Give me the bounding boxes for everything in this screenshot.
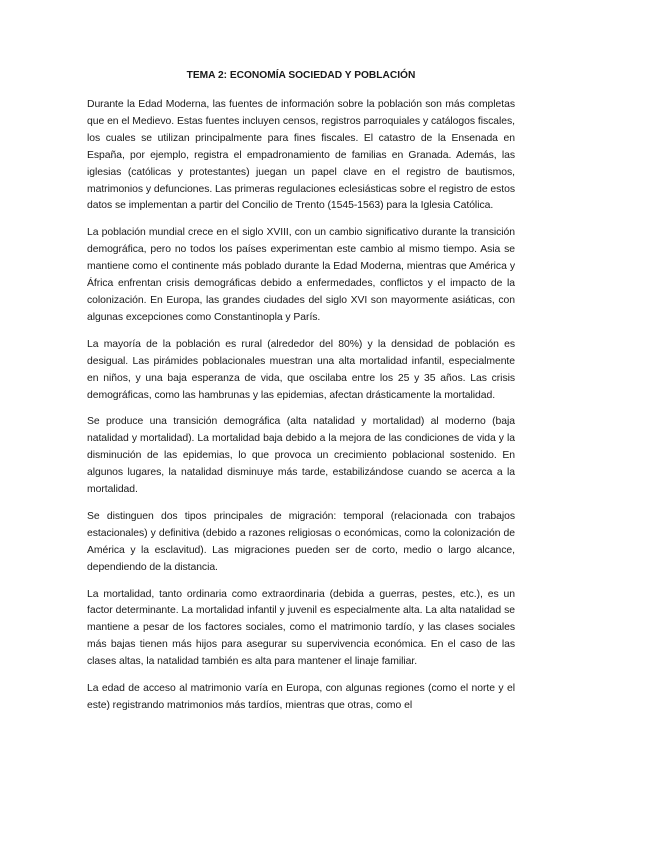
paragraph-demographic-transition: Se produce una transición demográfica (alta natalidad y mortalidad) al moderno (baja natalidad y mortalidad). La mortalidad baja debido a la mejora de las condiciones de vida y la disminución de las epidemias, lo que provoca un crecimiento poblacional sostenido. En algunos lugares, la natalidad disminuye más tarde, estabilizándose cuando se acerca a la mortalidad. [87, 416, 515, 496]
paragraph-rural-population: La mayoría de la población es rural (alrededor del 80%) y la densidad de población es desigual. Las pirámides poblacionales muestran una alta mortalidad infantil, especialmente en niños, y una baja esperanza de vida, que oscilaba entre los 25 y 35 años. Las crisis demográficas, como las hambrunas y las epidemias, afectan drásticamente la mortalidad. [87, 338, 515, 401]
paragraph-sources: Durante la Edad Moderna, las fuentes de información sobre la población son más completas que en el Medievo. Estas fuentes incluyen censos, registros parroquiales y catálogos fiscales, los cuales se utilizan principalmente para fines fiscales. El catastro de la Ensenada en España, por ejemplo, registra el empadronamiento de familias en Granada. Además, las iglesias (católicas y protestantes) juegan un papel clave en el registro de bautismos, matrimonios y defunciones. Las primeras regulaciones eclesiásticas sobre el registro de estos datos se implementan a partir del Concilio de Trento (1545-1563) para la Iglesia Católica. [87, 99, 515, 212]
paragraph-migration: Se distinguen dos tipos principales de migración: temporal (relacionada con trabajos estacionales) y definitiva (debido a razones religiosas o económicas, como la colonización de América y la esclavitud). Las migraciones pueden ser de corto, medio o largo alcance, dependiendo de la distancia. [87, 510, 515, 573]
paragraph-mortality: La mortalidad, tanto ordinaria como extraordinaria (debida a guerras, pestes, etc.), es un factor determinante. La mortalidad infantil y juvenil es especialmente alta. La alta natalidad se mantiene a pesar de los factores sociales, como el matrimonio tardío, y las clases sociales más bajas tienen más hijos para asegurar su supervivencia económica. En el caso de las clases altas, la natalidad también es alta para mantener el linaje familiar. [87, 588, 515, 668]
paragraph-world-population: La población mundial crece en el siglo XVIII, con un cambio significativo durante la transición demográfica, pero no todos los países experimentan este cambio al mismo tiempo. Asia se mantiene como el continente más poblado durante la Edad Moderna, mientras que América y África enfrentan crisis demográficas debido a enfermedades, conflictos y el impacto de la colonización. En Europa, las grandes ciudades del siglo XVI son mayormente asiáticas, con algunas excepciones como Constantinopla y París. [87, 227, 515, 323]
document-body [87, 69, 515, 725]
paragraph-marriage-age: La edad de acceso al matrimonio varía en Europa, con algunas regiones (como el norte y el este) registrando matrimonios más tardíos, mientras que otras, como el [87, 683, 515, 711]
document-title: TEMA 2: ECONOMÍA SOCIEDAD Y POBLACIÓN [186, 70, 416, 81]
